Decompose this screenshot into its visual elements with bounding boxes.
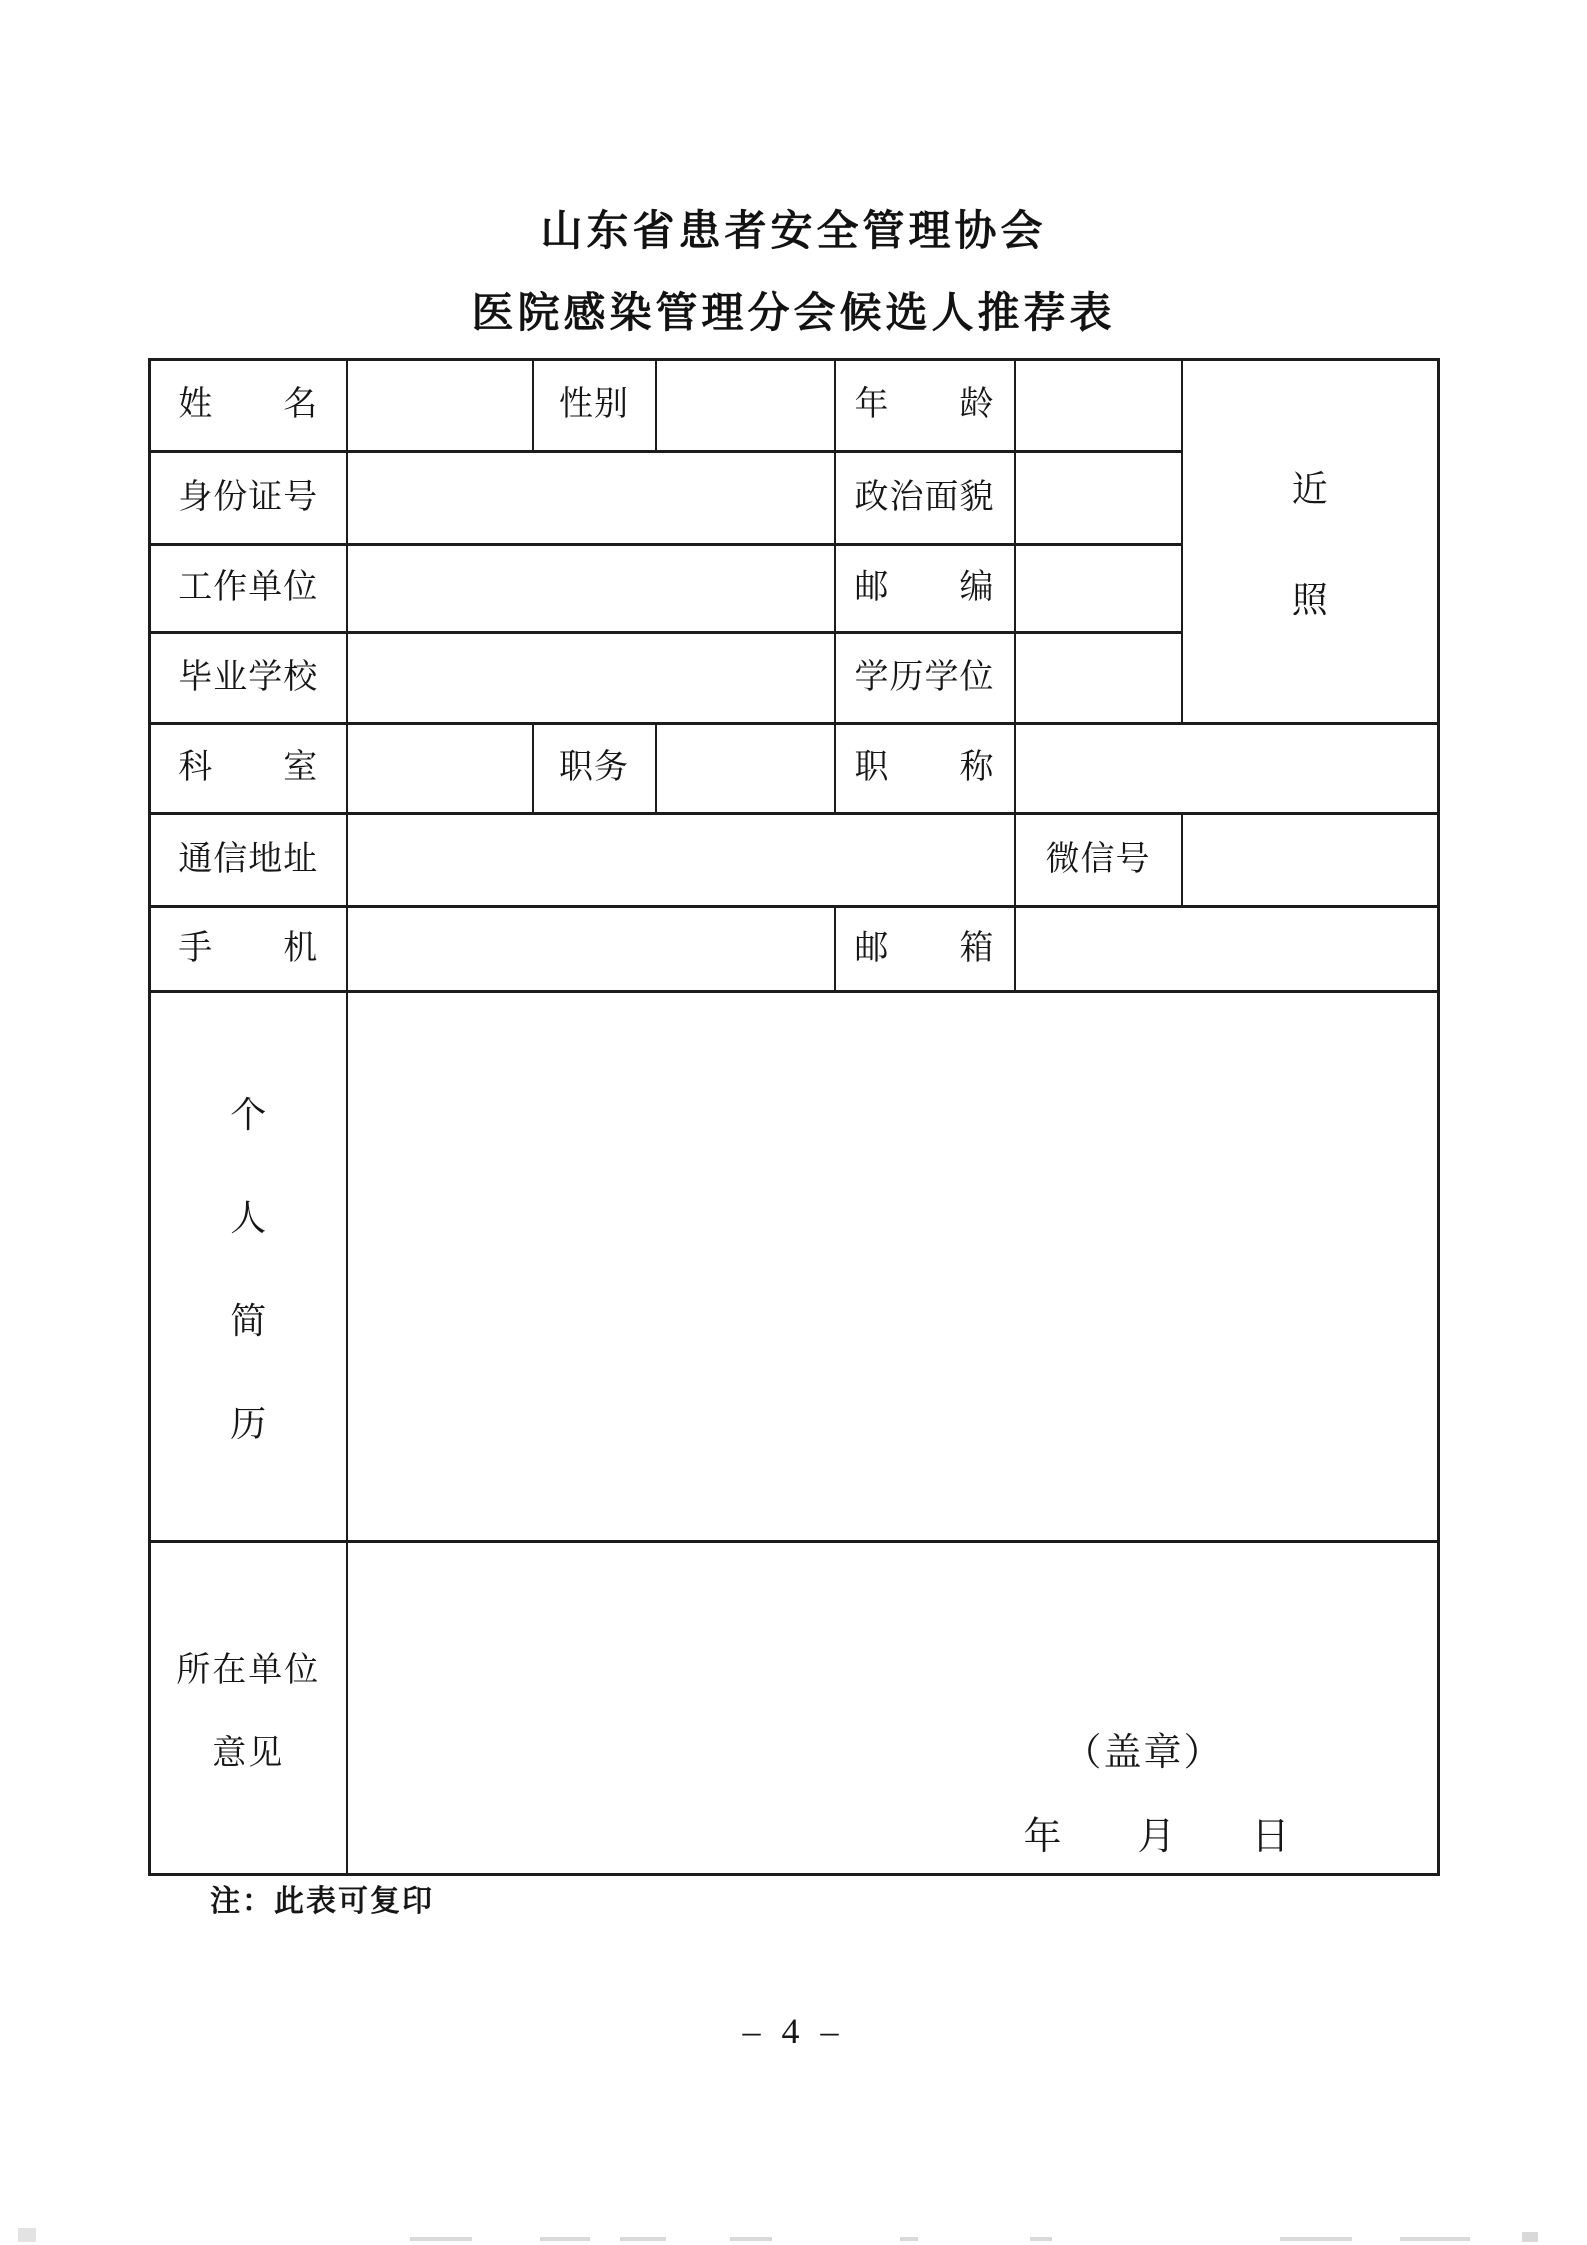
scan-artifact xyxy=(18,2228,36,2242)
photo-label-char2: 照 xyxy=(1291,579,1328,620)
graduate-school-label-cell: 毕业学校 xyxy=(150,633,347,724)
postal-code-label-cell: 邮 编 xyxy=(835,545,1015,633)
work-unit-value-cell xyxy=(347,545,835,633)
seal-placeholder: （盖章） xyxy=(1063,1732,1224,1774)
wechat-label-cell: 微信号 xyxy=(1015,814,1182,907)
age-label-cell: 年 龄 xyxy=(835,360,1015,452)
department-value-cell xyxy=(347,724,533,814)
page-number: – 4 – xyxy=(742,2011,845,2051)
name-value-cell xyxy=(347,360,533,452)
document-title-line2: 医院感染管理分会候选人推荐表 xyxy=(471,289,1116,336)
scan-artifact xyxy=(1522,2232,1538,2242)
wechat-value-cell xyxy=(1182,814,1439,907)
candidate-form-table xyxy=(148,358,1440,1876)
scan-artifact xyxy=(540,2237,590,2241)
mobile-label-cell: 手 机 xyxy=(150,907,347,992)
scan-artifact xyxy=(1400,2237,1470,2241)
unit-opinion-label-line1: 所在单位 xyxy=(176,1652,321,1689)
resume-char-4: 历 xyxy=(230,1403,267,1444)
photo-cell xyxy=(1182,360,1439,724)
mailing-address-label-cell: 通信地址 xyxy=(150,814,347,907)
scan-artifact xyxy=(730,2237,772,2241)
degree-label-cell: 学历学位 xyxy=(835,633,1015,724)
document-title-line1: 山东省患者安全管理协会 xyxy=(540,207,1047,254)
scan-artifact xyxy=(900,2237,918,2241)
unit-opinion-content-cell xyxy=(347,1542,1439,1875)
mobile-value-cell xyxy=(347,907,835,992)
position-label-cell: 职务 xyxy=(533,724,656,814)
id-number-label-cell: 身份证号 xyxy=(150,452,347,545)
id-number-value-cell xyxy=(347,452,835,545)
professional-title-label-cell: 职 称 xyxy=(835,724,1015,814)
graduate-school-value-cell xyxy=(347,633,835,724)
work-unit-label-cell: 工作单位 xyxy=(150,545,347,633)
mailing-address-value-cell xyxy=(347,814,1015,907)
resume-label-cell xyxy=(150,992,347,1542)
scan-artifact xyxy=(410,2237,472,2241)
resume-vertical-label xyxy=(151,1087,346,1447)
unit-opinion-label-cell xyxy=(150,1542,347,1875)
name-label-cell: 姓 名 xyxy=(150,360,347,452)
email-label-cell: 邮 箱 xyxy=(835,907,1015,992)
photo-placeholder-label xyxy=(1183,461,1438,623)
gender-label-cell: 性别 xyxy=(533,360,656,452)
unit-opinion-label-line2: 意见 xyxy=(212,1735,285,1772)
scan-artifact xyxy=(620,2237,666,2241)
age-value-cell xyxy=(1015,360,1182,452)
political-status-value-cell xyxy=(1015,452,1182,545)
scan-artifact xyxy=(1030,2237,1052,2241)
resume-char-2: 人 xyxy=(230,1197,267,1238)
scan-artifact xyxy=(1280,2237,1352,2241)
email-value-cell xyxy=(1015,907,1439,992)
date-placeholder: 年 月 日 xyxy=(1023,1816,1290,1858)
resume-char-3: 简 xyxy=(230,1300,267,1341)
department-label-cell: 科 室 xyxy=(150,724,347,814)
unit-opinion-label xyxy=(151,1642,346,1774)
resume-char-1: 个 xyxy=(230,1094,267,1135)
position-value-cell xyxy=(656,724,835,814)
political-status-label-cell: 政治面貌 xyxy=(835,452,1015,545)
degree-value-cell xyxy=(1015,633,1182,724)
professional-title-value-cell xyxy=(1015,724,1439,814)
photo-label-char1: 近 xyxy=(1291,468,1328,509)
resume-content-cell xyxy=(347,992,1439,1542)
postal-code-value-cell xyxy=(1015,545,1182,633)
gender-value-cell xyxy=(656,360,835,452)
footnote: 注：此表可复印 xyxy=(210,1885,434,1918)
